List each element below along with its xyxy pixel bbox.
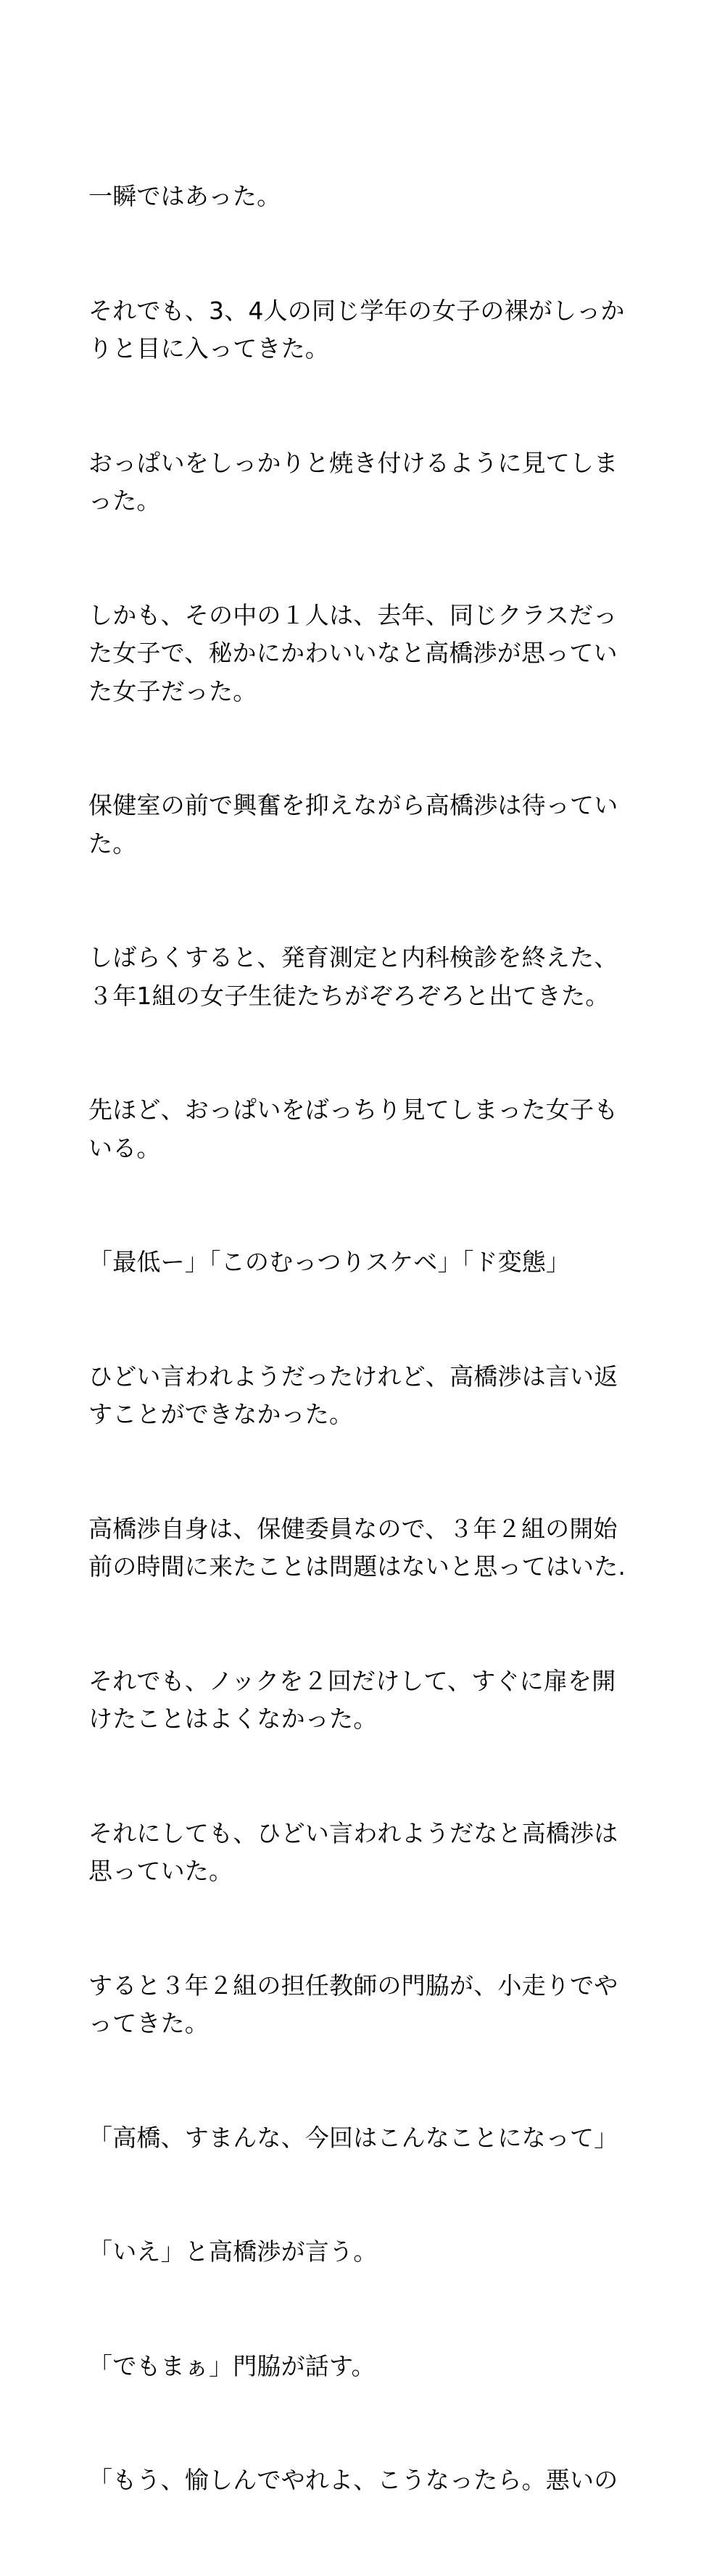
document-text (88, 102, 639, 2576)
paragraph-line: それでも、3、4人の同じ学年の女子の裸がしっかりと目に入ってきた。 (88, 296, 625, 363)
paragraph-line: 「いえ」と高橋渉が言う。 (88, 2237, 378, 2266)
paragraph-line: 先ほど、おっぱいをばっちり見てしまった女子もいる。 (88, 1096, 618, 1162)
paragraph-line: しかも、その中の１人は、去年、同じクラスだった女子で、秘かにかわいいなと高橋渉が思っていた女子だった。 (88, 600, 618, 705)
paragraph-line: しばらくすると、発育測定と内科検診を終えた、３年1組の女子生徒たちがぞろぞろと出てきた。 (88, 943, 618, 1010)
paragraph-line: 「でもまぁ」門脇が話す。 (88, 2351, 376, 2380)
paragraph-line: 高橋渉自身は、保健委員なので、３年２組の開始前の時間に来たことは問題はないと思ってはいた. (88, 1514, 626, 1581)
paragraph-line: 保健室の前で興奮を抑えながら高橋渉は待っていた。 (88, 791, 618, 858)
paragraph-line: 「高橋、すまんな、今回はこんなことになって」 (88, 2123, 618, 2152)
paragraph-line: ひどい言われようだったけれど、高橋渉は言い返すことができなかった。 (88, 1362, 618, 1428)
paragraph-line: 「最低ー」「このむっつりスケベ」「ド変態」 (88, 1248, 571, 1276)
paragraph-line: 一瞬ではあった。 (88, 182, 281, 210)
paragraph-line: おっぱいをしっかりと焼き付けるように見てしまった。 (88, 448, 618, 515)
paragraph-line: それにしても、ひどい言われようだなと高橋渉は思っていた。 (88, 1818, 618, 1885)
paragraph-line: 「もう、愉しんでやれよ、こうなったら。悪いの (88, 2466, 618, 2494)
paragraph-line: すると３年２組の担任教師の門脇が、小走りでやってきた。 (88, 1971, 618, 2037)
paragraph-line: それでも、ノックを２回だけして、すぐに扉を開けたことはよくなかった。 (88, 1666, 616, 1733)
